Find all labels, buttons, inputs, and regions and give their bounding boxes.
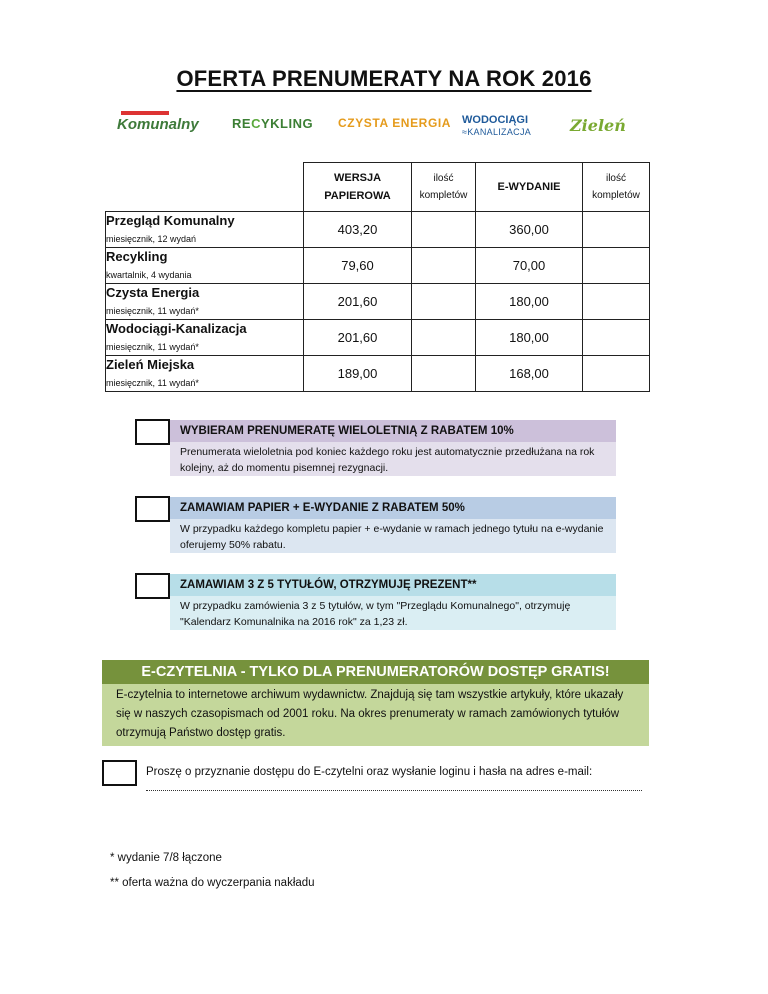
row-ewydanie-price: 180,00 <box>476 284 583 320</box>
three-of-five-checkbox[interactable] <box>135 573 170 599</box>
footnote-2: ** oferta ważna do wyczerpania nakładu <box>110 877 315 889</box>
row-title: Wodociągi-Kanalizacja <box>106 321 247 336</box>
row-title: Recykling <box>106 249 168 264</box>
price-table <box>105 162 650 392</box>
row-ewydanie-count-input[interactable] <box>583 248 650 284</box>
logo-czysta-energia: CZYSTA ENERGIA <box>338 116 452 130</box>
row-ewydanie-count-input[interactable] <box>583 320 650 356</box>
multiyear-checkbox[interactable] <box>135 419 170 445</box>
row-ewydanie-price: 70,00 <box>476 248 583 284</box>
logo-wodociagi-text: WODOCIĄGI <box>462 114 528 126</box>
header-empty <box>106 163 304 212</box>
email-line-field[interactable] <box>146 790 642 791</box>
header-paper: WERSJA PAPIEROWA <box>304 163 412 212</box>
page-title: OFERTA PRENUMERATY NA ROK 2016 <box>176 66 592 91</box>
logo-komunalny-text: Komunalny <box>117 116 199 133</box>
logo-zielen: Zieleń <box>570 116 626 135</box>
option-description: W przypadku zamówienia 3 z 5 tytułów, w tym "Przeglądu Komunalnego", otrzymuję "Kalendarz Komunalnika na 2016 rok" za 1,23 zł. <box>170 596 616 630</box>
row-name-cell <box>106 356 304 392</box>
ecz-access-request-text: Proszę o przyznanie dostępu do E-czytelni oraz wysłanie loginu i hasła na adres e-mail: <box>146 766 593 778</box>
row-paper-price: 189,00 <box>304 356 412 392</box>
logo-recykling-pre: RE <box>232 116 252 131</box>
row-paper-count-input[interactable] <box>412 356 476 392</box>
row-frequency: miesięcznik, 12 wydań <box>106 234 197 244</box>
option-heading: WYBIERAM PRENUMERATĘ WIELOLETNIĄ Z RABATEM 10% <box>170 420 616 442</box>
logo-recykling-o: C <box>251 116 261 131</box>
row-paper-count-input[interactable] <box>412 320 476 356</box>
row-name-cell <box>106 284 304 320</box>
logo-kanalizacja-text: ≈KANALIZACJA <box>462 127 532 137</box>
row-paper-price: 79,60 <box>304 248 412 284</box>
logo-recykling-post: YKLING <box>260 116 314 131</box>
header-ewydanie: E-WYDANIE <box>476 163 583 212</box>
row-paper-price: 201,60 <box>304 284 412 320</box>
row-name-cell <box>106 248 304 284</box>
row-paper-count-input[interactable] <box>412 248 476 284</box>
ecz-heading: E-CZYTELNIA - TYLKO DLA PRENUMERATORÓW DOSTĘP GRATIS! <box>102 660 649 684</box>
option-heading: ZAMAWIAM PAPIER + E-WYDANIE Z RABATEM 50% <box>170 497 616 519</box>
table-row <box>106 212 650 248</box>
table-row <box>106 248 650 284</box>
logo-komunalny <box>117 116 199 140</box>
row-frequency: miesięcznik, 11 wydań* <box>106 342 199 352</box>
row-name-cell <box>106 212 304 248</box>
row-paper-price: 201,60 <box>304 320 412 356</box>
header-count-2: ilość kompletów <box>583 163 650 212</box>
option-heading: ZAMAWIAM 3 Z 5 TYTUŁÓW, OTRZYMUJĘ PREZENT** <box>170 574 616 596</box>
row-paper-count-input[interactable] <box>412 284 476 320</box>
row-ewydanie-count-input[interactable] <box>583 284 650 320</box>
logo-red-tag <box>121 111 169 115</box>
header-count: ilość kompletów <box>412 163 476 212</box>
footnote-1: * wydanie 7/8 łączone <box>110 852 222 864</box>
option-description: Prenumerata wieloletnia pod koniec każdego roku jest automatycznie przedłużana na rok kolejny, aż do momentu pisemnej rezygnacji. <box>170 442 616 476</box>
row-paper-count-input[interactable] <box>412 212 476 248</box>
row-ewydanie-price: 168,00 <box>476 356 583 392</box>
row-title: Przegląd Komunalny <box>106 213 235 228</box>
row-ewydanie-count-input[interactable] <box>583 212 650 248</box>
option-description: W przypadku każdego kompletu papier + e-wydanie w ramach jednego tytułu na e-wydanie oferujemy 50% rabatu. <box>170 519 616 553</box>
table-row <box>106 356 650 392</box>
row-ewydanie-price: 180,00 <box>476 320 583 356</box>
row-name-cell <box>106 320 304 356</box>
table-row <box>106 284 650 320</box>
row-title: Czysta Energia <box>106 285 200 300</box>
row-title: Zieleń Miejska <box>106 357 195 372</box>
row-paper-price: 403,20 <box>304 212 412 248</box>
row-frequency: kwartalnik, 4 wydania <box>106 270 192 280</box>
logo-recykling <box>232 116 313 140</box>
ecz-access-checkbox[interactable] <box>102 760 137 786</box>
logo-wodociagi <box>462 114 531 138</box>
row-frequency: miesięcznik, 11 wydań* <box>106 306 199 316</box>
row-frequency: miesięcznik, 11 wydań* <box>106 378 199 388</box>
paper-ewydanie-checkbox[interactable] <box>135 496 170 522</box>
row-ewydanie-count-input[interactable] <box>583 356 650 392</box>
ecz-description: E-czytelnia to internetowe archiwum wydawnictw. Znajdują się tam wszystkie artykuły, które ukazały się w naszych czasopismach od 2001 roku. Na okres prenumeraty w ramach zamówionych tytułów otrzymują Państwo dostęp gratis. <box>102 684 649 746</box>
row-ewydanie-price: 360,00 <box>476 212 583 248</box>
table-row <box>106 320 650 356</box>
table-header-row <box>106 163 650 212</box>
